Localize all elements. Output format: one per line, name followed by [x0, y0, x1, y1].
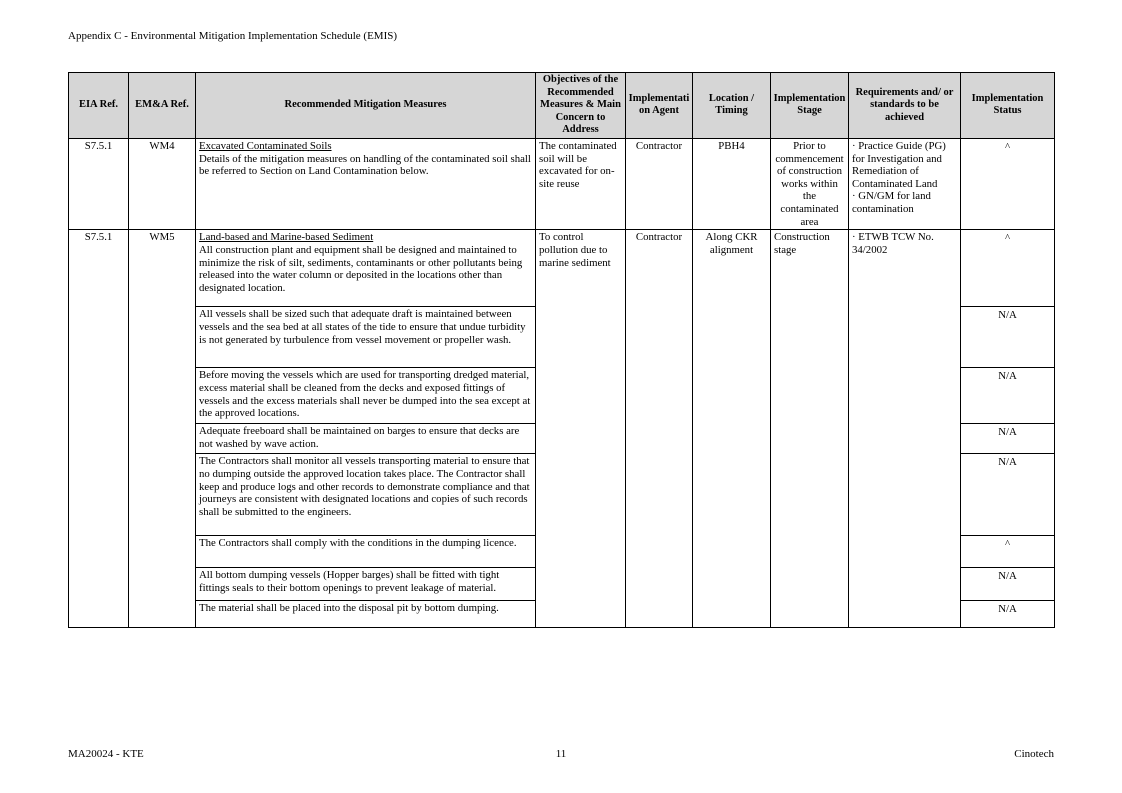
requirement-item: · GN/GM for land contamination — [852, 190, 931, 216]
col-header-ema-ref: EM&A Ref. — [129, 73, 196, 139]
col-header-requirements: Requirements and/ or standards to be achieved — [849, 73, 961, 139]
col-header-agent: Implementati on Agent — [626, 73, 693, 139]
col-header-location-timing: Location / Timing — [693, 73, 771, 139]
footer-company: Cinotech — [1014, 748, 1054, 760]
wm4-agent: Contractor — [626, 138, 693, 229]
wm5-eia-ref: S7.5.1 — [69, 230, 129, 628]
measure-text: The Contractors shall monitor all vessels transporting material to ensure that no dumping outside the approved location takes place. The Contractor shall keep and produce logs and other records to demonstrate compliance and that journeys are consistent with designated locations and copies of such records shall be submitted to the engineers. — [199, 455, 530, 518]
wm5-measure-cell-7 — [196, 568, 536, 601]
wm5-ema-ref: WM5 — [129, 230, 196, 628]
measure-text: Before moving the vessels which are used for transporting dredged material, excess material shall be cleaned from the decks and exposed fittings of vessels and the excess materials shall never be dumped into the sea except at the approved locations. — [199, 369, 531, 420]
wm4-measure-cell — [196, 138, 536, 229]
table-header-row — [69, 73, 1055, 139]
col-header-eia-ref: EIA Ref. — [69, 73, 129, 139]
wm5-status-6: ^ — [961, 536, 1055, 568]
wm5-objectives: To control pollution due to marine sediment — [536, 230, 626, 628]
wm4-eia-ref: S7.5.1 — [69, 138, 129, 229]
wm5-measure-cell-2 — [196, 307, 536, 368]
requirement-item: · Practice Guide (PG) for Investigation and Remediation of Contaminated Land — [852, 139, 946, 190]
footer-project-ref: MA20024 - KTE — [68, 748, 144, 760]
wm5-stage: Construction stage — [771, 230, 849, 628]
appendix-header: Appendix C - Environmental Mitigation Implementation Schedule (EMIS) — [68, 30, 398, 42]
wm5-requirements — [849, 230, 961, 628]
wm5-status-8: N/A — [961, 601, 1055, 628]
wm5-measure-cell-3 — [196, 368, 536, 424]
col-header-implementation-stage: Implementation Stage — [771, 73, 849, 139]
wm5-measure-cell-6 — [196, 536, 536, 568]
measure-text: The material shall be placed into the disposal pit by bottom dumping. — [199, 602, 499, 615]
wm4-stage: Prior to commencement of construction works within the contaminated area — [771, 138, 849, 229]
measure-text: Adequate freeboard shall be maintained on barges to ensure that decks are not washed by wave action. — [199, 425, 520, 450]
wm5-status-4: N/A — [961, 424, 1055, 454]
measure-text: The Contractors shall comply with the conditions in the dumping licence. — [199, 537, 517, 550]
wm5-measure-heading: Land-based and Marine-based Sediment — [199, 231, 374, 244]
measure-text: All bottom dumping vessels (Hopper barges) shall be fitted with tight fittings seals to their bottom openings to prevent leakage of material. — [199, 569, 500, 594]
footer-page-number: 11 — [555, 748, 567, 760]
col-header-implementation-status: Implementation Status — [961, 73, 1055, 139]
wm5-status-7: N/A — [961, 568, 1055, 601]
wm5-status-3: N/A — [961, 368, 1055, 424]
wm4-measure-heading: Excavated Contaminated Soils — [199, 139, 332, 152]
col-header-objectives: Objectives of the Recommended Measures & Main Concern to Address — [536, 73, 626, 139]
requirement-item: · ETWB TCW No. 34/2002 — [852, 231, 934, 256]
wm4-objectives: The contaminated soil will be excavated for on-site reuse — [536, 138, 626, 229]
wm5-measure-cell-5 — [196, 454, 536, 536]
wm5-status-1: ^ — [961, 230, 1055, 307]
wm5-location: Along CKR alignment — [693, 230, 771, 628]
emis-table — [68, 72, 1055, 628]
wm5-measure-cell-1 — [196, 230, 536, 307]
wm5-agent: Contractor — [626, 230, 693, 628]
wm4-measure-text: Details of the mitigation measures on handling of the contaminated soil shall be referred to Section on Land Contamination below. — [199, 152, 531, 178]
wm4-status: ^ — [961, 138, 1055, 229]
col-header-measures: Recommended Mitigation Measures — [196, 73, 536, 139]
wm4-ema-ref: WM4 — [129, 138, 196, 229]
row-wm4 — [69, 138, 1055, 229]
wm4-location: PBH4 — [693, 138, 771, 229]
measure-text: All vessels shall be sized such that adequate draft is maintained between vessels and the sea bed at all states of the tide to ensure that undue turbidity is not generated by turbulence from vessel movement or propeller wash. — [199, 308, 526, 346]
row-wm5-sub-1 — [69, 230, 1055, 307]
wm5-status-5: N/A — [961, 454, 1055, 536]
measure-text: All construction plant and equipment shall be designed and maintained to minimize the risk of silt, sediments, contaminants or other pollutants being released into the water column or deposited in the locations other than designated location. — [199, 243, 523, 294]
wm5-measure-cell-8 — [196, 601, 536, 628]
wm5-measure-cell-4 — [196, 424, 536, 454]
wm5-status-2: N/A — [961, 307, 1055, 368]
wm4-requirements — [849, 138, 961, 229]
page-footer — [68, 748, 1054, 760]
